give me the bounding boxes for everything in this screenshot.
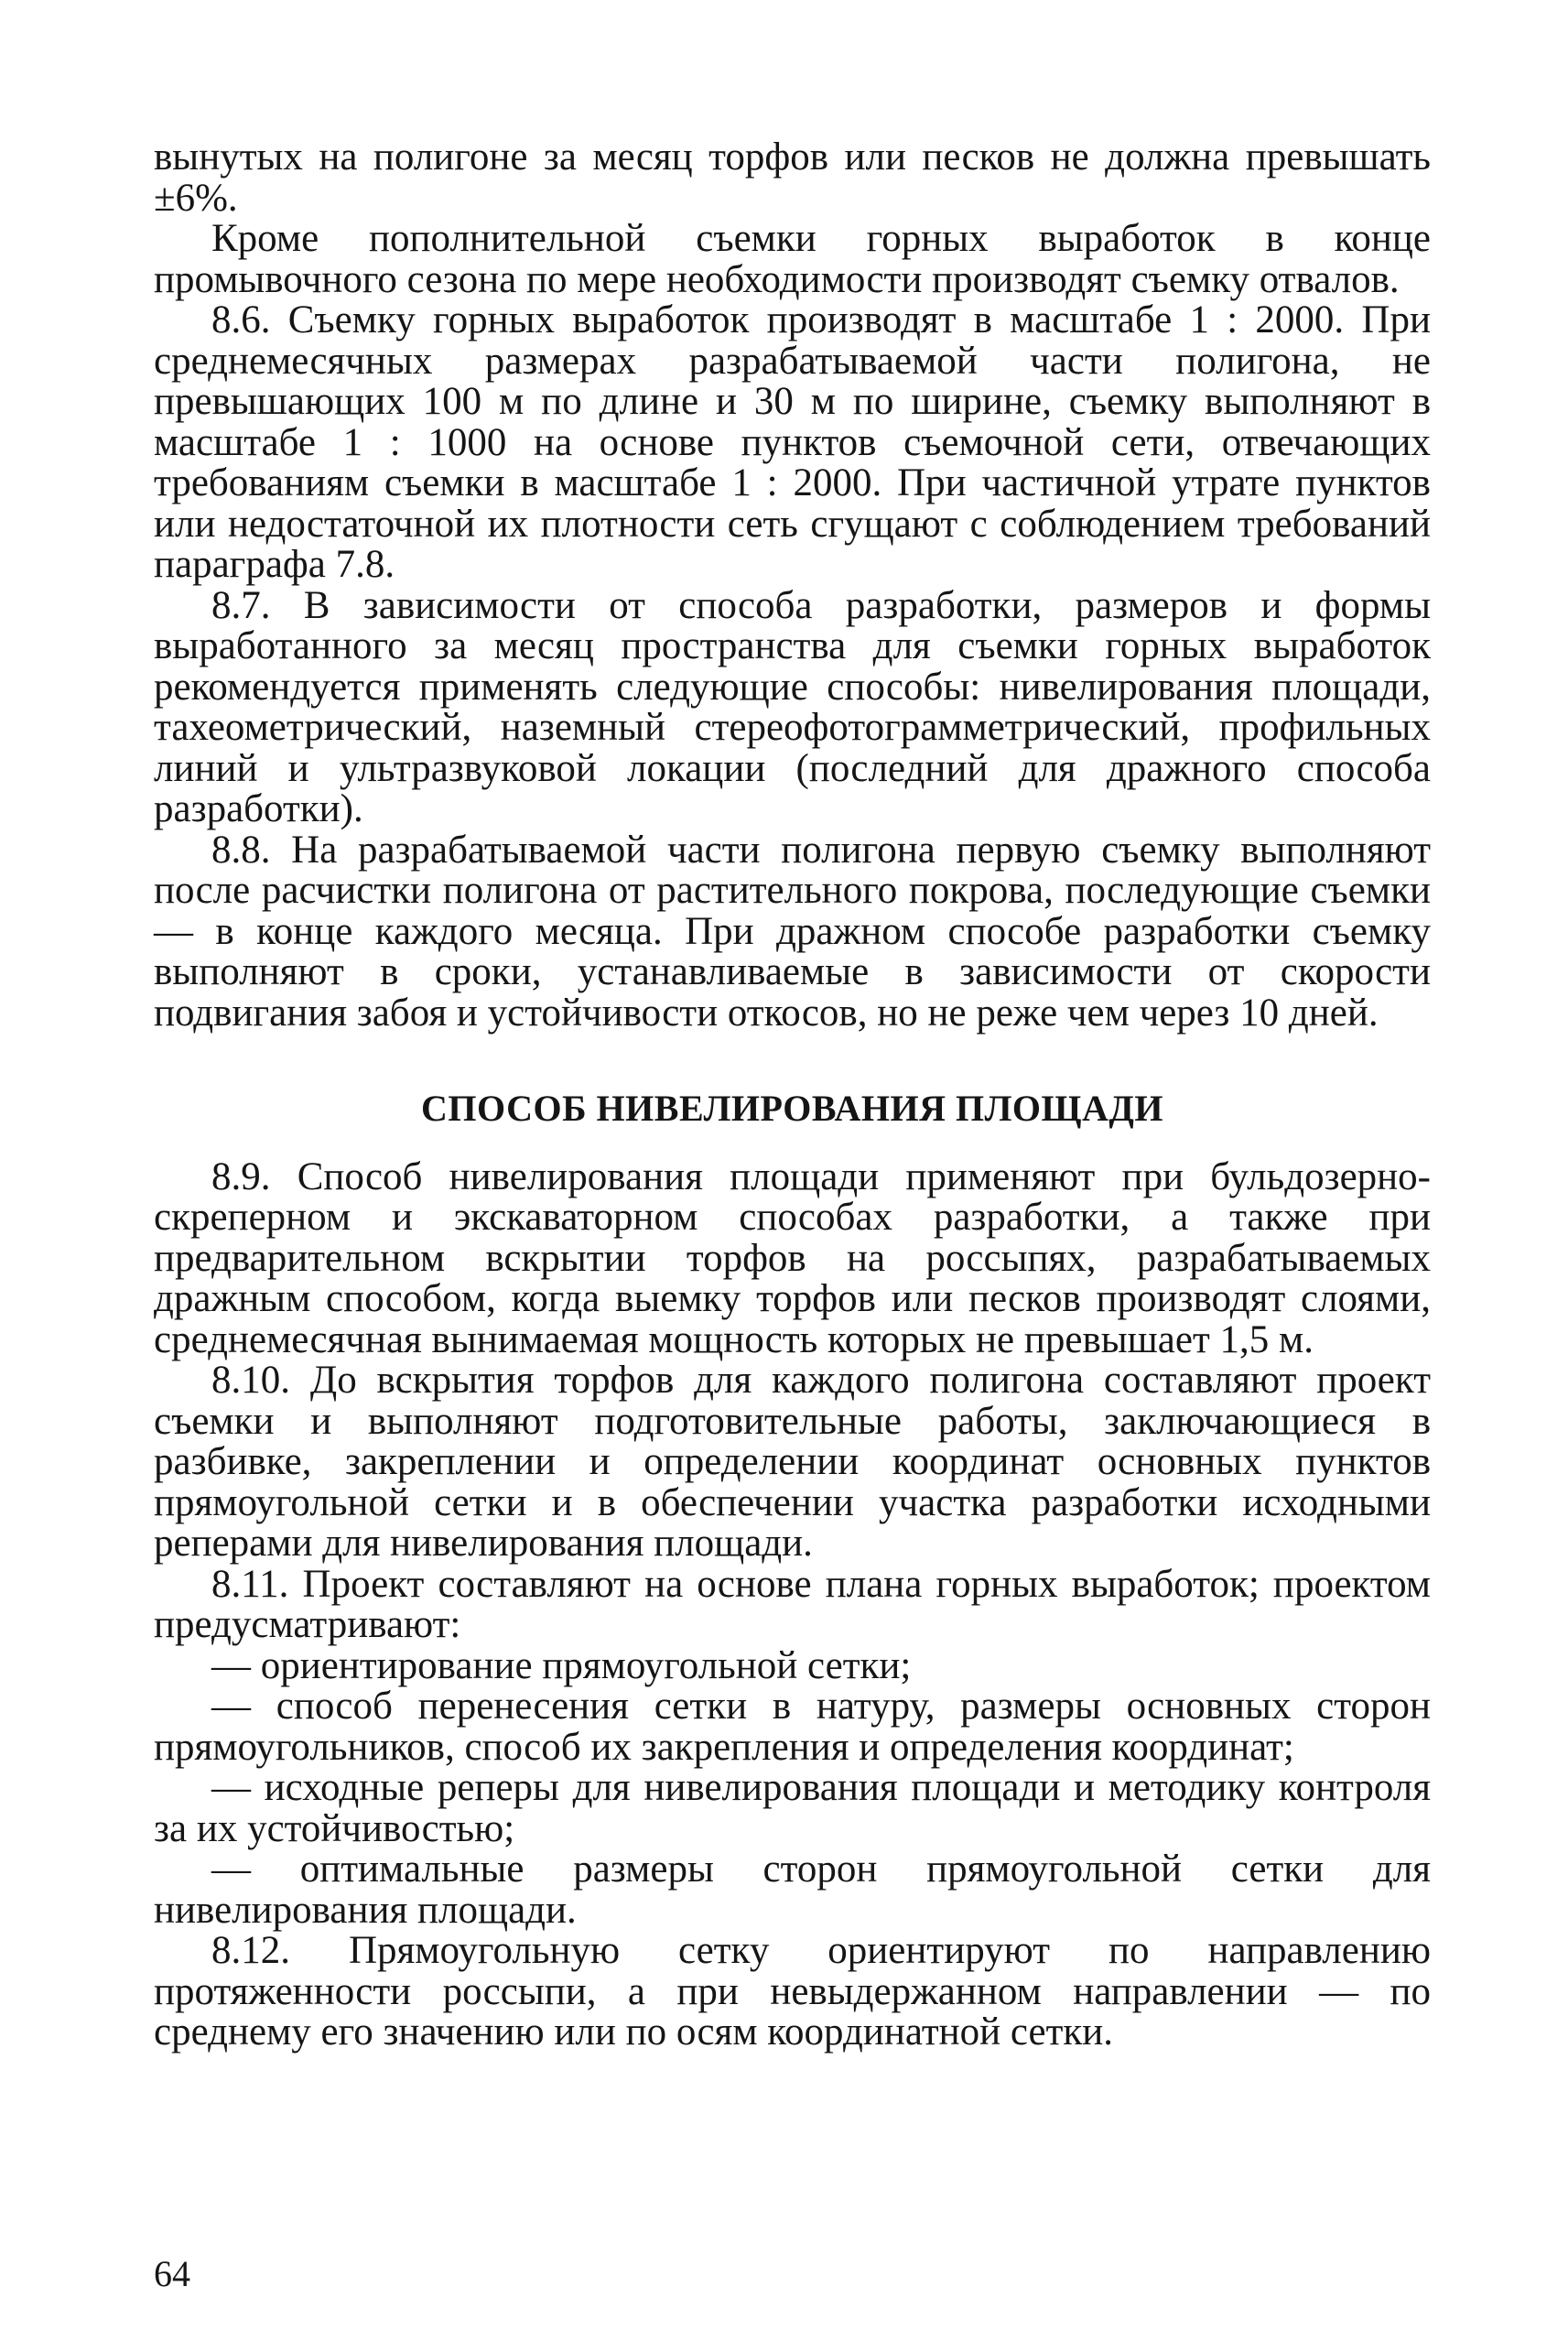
paragraph-8-9: 8.9. Способ нивелирования площади применяют при бульдозерно-скреперном и экскаваторном способах разработки, а также при предварительном вскрытии торфов на россыпях, разрабатываемых дражным способом, когда выемку торфов или песков производят слоями, среднемесячная вынимаемая мощность которых не превышает 1,5 м.	[154, 1154, 1431, 1361]
paragraph-8-11: 8.11. Проект составляют на основе плана горных выработок; проектом предусматривают:	[154, 1562, 1431, 1646]
paragraph-8-8: 8.8. На разрабатываемой части полигона первую съемку выполняют после расчистки полигона от растительного покрова, последующие съемки — в конце каждого месяца. При дражном способе разработки съемку выполняют в сроки, устанавливаемые в зависимости от скорости подвигания забоя и устойчивости откосов, но не реже чем через 10 дней.	[154, 828, 1431, 1035]
paragraph-8-6: 8.6. Съемку горных выработок производят в масштабе 1 : 2000. При среднемесячных размерах разрабатываемой части полигона, не превышающих 100 м по длине и 30 м по ширине, съемку выполняют в масштабе 1 : 1000 на основе пунктов съемочной сети, отвечающих требованиям съемки в масштабе 1 : 2000. При частичной утрате пунктов или недостаточной их плотности сеть сгущают с соблюдением требований параграфа 7.8.	[154, 298, 1431, 586]
list-item: — ориентирование прямоугольной сетки;	[211, 1643, 912, 1687]
list-item: — способ перенесения сетки в натуру, размеры основных сторон прямоугольников, способ их закрепления и определения координат;	[154, 1685, 1431, 1769]
paragraph-8-12: 8.12. Прямоугольную сетку ориентируют по направлению протяженности россыпи, а при невыдержанном направлении — по среднему его значению или по осям координатной сетки.	[154, 1929, 1431, 2054]
paragraph-8-7: 8.7. В зависимости от способа разработки, размеров и формы выработанного за месяц пространства для съемки горных выработок рекомендуется применять следующие способы: нивелирования площади, тахеометрический, наземный стереофотограмметрический, профильных линий и ультразвуковой локации (последний для дражного способа разработки).	[154, 583, 1431, 830]
list-item: — оптимальные размеры сторон прямоугольной сетки для нивелирования площади.	[154, 1848, 1431, 1932]
document-page	[154, 137, 1431, 2054]
list-item: — исходные реперы для нивелирования площади и методику контроля за их устойчивостью;	[154, 1766, 1431, 1850]
paragraph-continuation: вынутых на полигоне за месяц торфов или песков не должна превышать ±6%.	[154, 135, 1431, 220]
page-number: 64	[154, 2253, 190, 2294]
paragraph-8-10: 8.10. До вскрытия торфов для каждого полигона составляют проект съемки и выполняют подготовительные работы, заключающиеся в разбивке, закреплении и определении координат основных пунктов прямоугольной сетки и в обеспечении участка разработки исходными реперами для нивелирования площади.	[154, 1359, 1431, 1565]
section-heading: СПОСОБ НИВЕЛИРОВАНИЯ ПЛОЩАДИ	[421, 1088, 1163, 1129]
paragraph-dump-survey: Кроме пополнительной съемки горных выработок в конце промывочного сезона по мере необходимости производят съемку отвалов.	[154, 217, 1431, 301]
